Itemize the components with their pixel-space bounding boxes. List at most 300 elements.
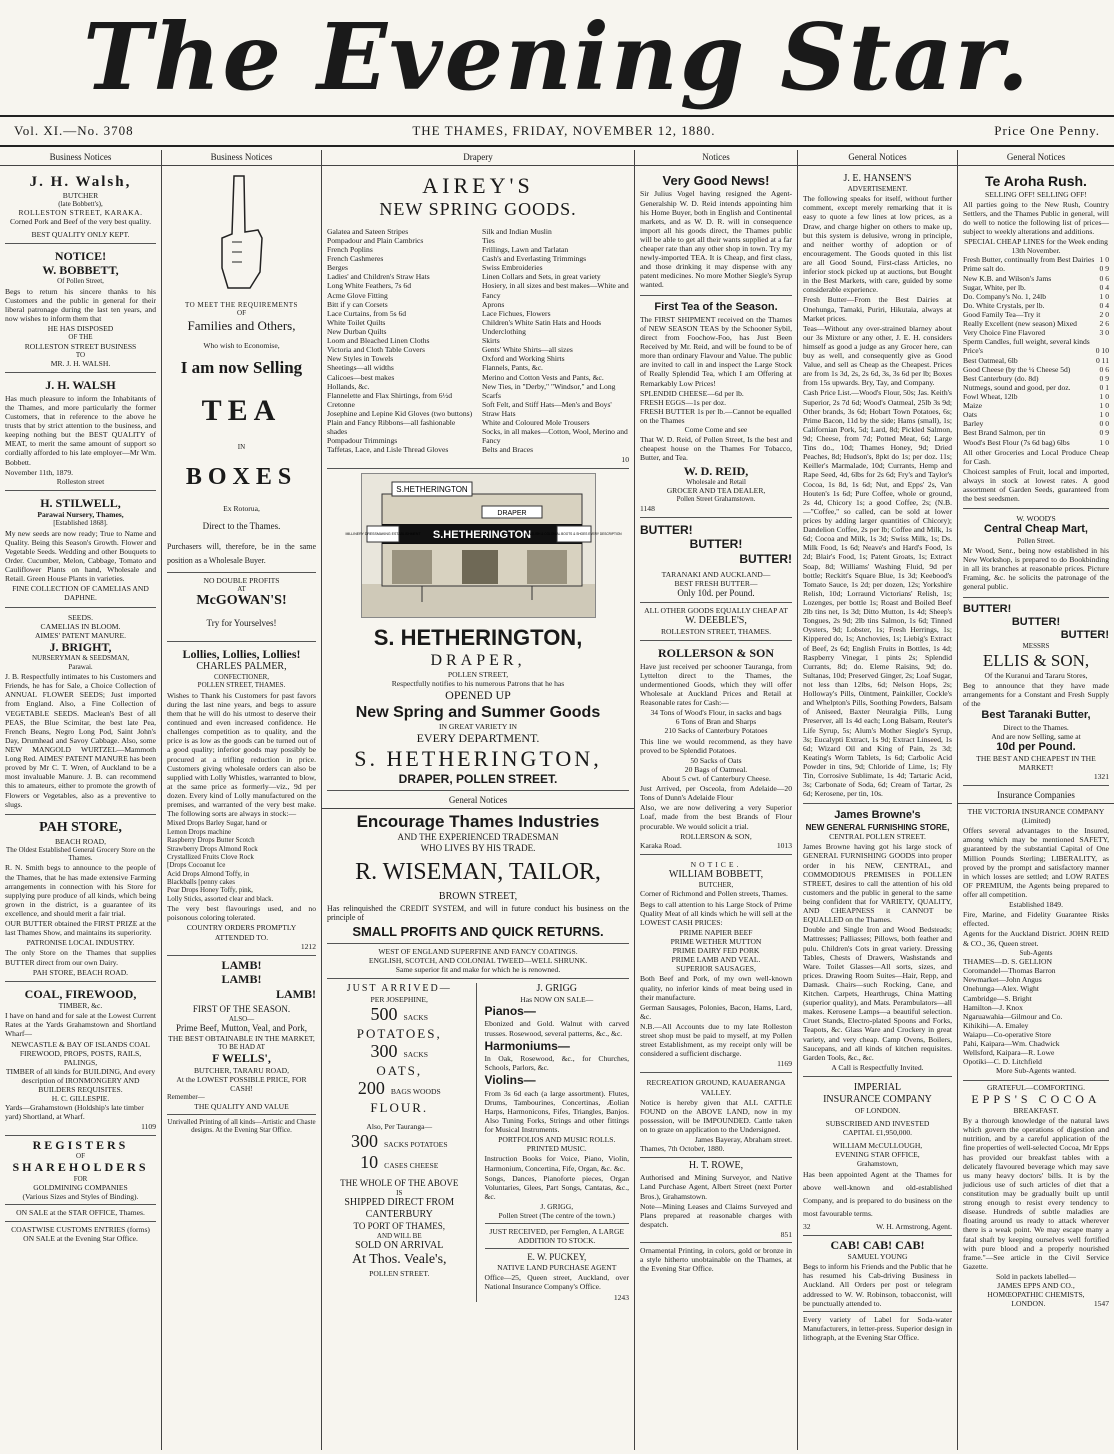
list-item: Ties <box>482 235 495 245</box>
advert-line: Pollen Street (The centre of the town.) <box>498 1211 616 1221</box>
advert-body: Fire, Marine, and Fidelity Guarantee Risks effected. <box>963 910 1109 929</box>
advert-line: Pollen Street Grahamstown. <box>676 495 756 504</box>
price-value: 1 0 <box>1099 401 1109 411</box>
price-item: Sperm Candles, full weight, several kinds <box>963 337 1090 347</box>
airey-advert <box>327 170 629 469</box>
advert-line: LONDON. <box>1011 1299 1046 1309</box>
price-row <box>963 365 1109 374</box>
price-row <box>963 310 1109 319</box>
advert-title: Central Cheap Mart, <box>984 523 1088 536</box>
list-item: Berges <box>327 263 348 273</box>
advert-line: PORTFOLIOS AND MUSIC ROLLS. PRINTED MUSIC. <box>498 1135 616 1154</box>
advert-body: J. B. Respectfully intimates to his Customers and Friends, he has for Sale, a Choice Collection of ANNUAL FLOWER SEEDS; Just imported from England. Also, a Fine Collection of VEGETABLE SEEDS. Maclean's Best of all PEAS, the Blue Scimitar, the best late Pea, French Beans, Negro Long Pod, Saint John's Day, Drumhead and Savoy Cabbage. Also, some NEW MANGOLD WURTZEL—Mammoth Long Red. AIMES' PATENT MANURE has been proved by Mr C. T. Wren, of Auckland to be a most invaluable Manure. J. B. can recommend this to amateurs, either to promote the growth of Flowers or Vegetables, also as a preventive to slugs. <box>5 672 156 809</box>
list-item: Belts and Braces <box>482 445 534 455</box>
list-item: Lace Curtains, from 5s 6d <box>327 308 407 318</box>
price-item: Best Canterbury (do. 8d) <box>963 373 1039 383</box>
advert-line: Unrivalled Printing of all kinds—Artistic and Chaste designs. At the Evening Star Office. <box>167 1117 316 1135</box>
price-value: 0 6 <box>1099 273 1109 283</box>
advert-body: Songs, Dances, Pianoforte pieces, Organ Voluntaries, Glees, Part Songs, Cantatas, &c., &c. <box>484 1173 629 1201</box>
advert-line: Pollen Street. <box>1017 536 1055 545</box>
list-item: French Poplins <box>327 245 373 254</box>
advert-title: Very Good News! <box>662 172 770 188</box>
advert-title: NOTICE. <box>690 859 742 869</box>
advert-line: And are now Selling, same at <box>991 731 1081 741</box>
price-row <box>963 392 1109 401</box>
price-item: Price's <box>963 346 983 356</box>
price-row <box>963 383 1109 392</box>
price-item: Very Choice Fine Flavored <box>963 328 1046 338</box>
hetherington-advert <box>327 622 629 792</box>
advert-line: THE BEST OBTAINABLE IN THE MARKET, <box>168 1033 315 1043</box>
advert-line: TEA <box>201 393 282 427</box>
price-value: 2 6 <box>1099 319 1109 329</box>
price-value: 0 4 <box>1099 282 1109 292</box>
list-item: Josephine and Lepine Kid Gloves (two buttons) <box>327 408 473 418</box>
advert-line: 34 Tons of Wood's Flour, in sacks and bags <box>650 708 782 718</box>
advert-body: In Oak, Rosewood, &c., for Churches, Schools, Parlors, &c. <box>484 1054 629 1073</box>
advert-body: All parties going to the New Rush, Country Settlers, and the Thames Public in general, will do well to notice the following list of prices—subject to weekly alterations and additions. <box>963 199 1109 237</box>
price-list <box>963 255 1109 446</box>
quantity: 300 <box>350 1130 378 1151</box>
recreation-ground-notice <box>640 1075 792 1158</box>
advert-body: Ornamental Printing, in colors, gold or bronze in a style hitherto unobtainable on the Thames, at the Evening Star Office. <box>640 1246 792 1274</box>
advert-line: BREAKFAST. <box>1013 1106 1059 1115</box>
advert-line: Try for Yourselves! <box>206 617 277 628</box>
column-heading: Insurance Companies <box>958 788 1114 804</box>
advert-line: POTATOES, <box>356 1025 442 1041</box>
list-item: Ladies' and Children's Straw Hats <box>327 272 430 282</box>
advert-line: TIMBER, &c. <box>58 1001 103 1011</box>
list-item: Long White Feathers, 7s 6d <box>327 281 412 291</box>
list-item: Children's White Satin Hats and Hoods <box>482 317 602 327</box>
advert-line: BEST QUALITY ONLY KEPT. <box>31 229 130 239</box>
advert-title: ROLLERSON & SON <box>657 646 775 661</box>
advert-line: NURSERYMAN & SEEDSMAN, <box>31 654 130 663</box>
advert-name: W. D. REID, <box>683 463 749 478</box>
advert-line: Only 10d. per Pound. <box>677 588 755 599</box>
price-row <box>963 283 1109 292</box>
list-item: Aprons <box>482 299 505 309</box>
advert-line: J. GRIGG, <box>540 1202 574 1211</box>
advert-body: By a thorough knowledge of the natural laws which govern the operations of digestion and nutrition, and by a careful application of the fine properties of well-selected Cocoa, Mr Epps has provided our breakfast tables with a delicately flavoured beverage which may save us many heavy doctors' bills. It is by the judicious use of such articles of diet that a constitution may be gradually built up until strong enough to resist every tendency to disease. Hundreds of subtle maladies are floating around us ready to attack wherever there is a weak point. We may escape many a fatal shaft by keeping ourselves well fortified with pure blood and a properly nourished frame."—See article in the Civil Service Gazette. <box>963 1116 1109 1271</box>
advert-line: W. H. Armstrong, Agent. <box>876 1221 952 1231</box>
advert-name: H. T. ROWE, <box>688 1160 744 1172</box>
advert-line: Direct to the Thames. <box>202 520 281 531</box>
price-item: Do. Company's No. 1, 24lb <box>963 291 1047 301</box>
advert-line: Karaka Road. <box>640 840 682 850</box>
list-item: Straw Hats <box>482 408 516 418</box>
advert-number: 1212 <box>300 941 316 951</box>
advert-line: GOLDMINING COMPANIES <box>33 1183 128 1193</box>
price-value: 1 0 <box>1099 255 1109 265</box>
price-value: 0 0 <box>1099 419 1109 429</box>
advert-title: COAL, FIREWOOD, <box>24 986 137 1001</box>
advert-line: REGISTERS <box>32 1137 129 1152</box>
advert-heading: Violins— <box>484 1073 536 1088</box>
advert-body: R. N. Smith begs to announce to the people of the Thames, that he has made extensive Farming arrangements in connection with his Store for supplying pure produce of all kinds, which being grown in the district, is a guarantee of its excellence, and should merit a fair trial. <box>5 863 156 918</box>
list-item: Wellsford, Kaipara—R. Lowe <box>963 1048 1055 1058</box>
list-item: Loom and Bleached Linen Cloths <box>327 336 430 346</box>
advert-line: POLLEN STREET. <box>369 1269 430 1279</box>
advert-line: TO MEET THE REQUIREMENTS <box>185 300 298 309</box>
advert-line: ALSO— <box>228 1014 255 1023</box>
advert-body: Has much pleasure to inform the Inhabitants of the Thames, and more particularly the former Customers, that in reference to the above he trusts that by strict attention to the business, and keeping nothing but the BEST QUALITY of MEAT, to merit the same amount of support so cordially afforded to his late employer—Mr Wm. Bobbett. <box>5 393 156 467</box>
sub-agents-list <box>963 957 1109 1066</box>
advert-line: PATRONISE LOCAL INDUSTRY. <box>26 938 135 948</box>
advert-line: ROLLESTON STREET, KARAKA. <box>18 208 143 218</box>
advert-line: COUNTRY ORDERS PROMPTLY ATTENDED TO. <box>186 923 297 942</box>
advert-title: NEW SPRING GOODS. <box>379 199 577 220</box>
unit: CASES CHEESE <box>384 1161 439 1171</box>
advert-body: Fresh Butter—From the Best Dairies at Onehunga, Tamaki, Puriri, Hikutaia, always at Market prices. <box>803 295 952 323</box>
list-item: Bitt if y can Corsets <box>327 299 388 309</box>
advert-title: CAB! CAB! CAB! <box>830 1237 925 1252</box>
advert-heading: Harmoniums— <box>484 1038 570 1053</box>
advert-line: Wholesale and Retail <box>686 477 746 486</box>
advert-line: Corned Pork and Beef of the very best quality. <box>9 217 151 227</box>
advert-title: NOTICE! <box>54 248 107 263</box>
advert-body: I have on hand and for sale at the Lowest Current Rates at the Yards Grahamstown and Shortland Wharf— <box>5 1011 156 1039</box>
airey-goods-list <box>327 227 629 455</box>
advert-title: J. H. Walsh, <box>29 173 132 190</box>
list-item: Gents' White Shirts—all sizes <box>482 345 573 355</box>
advert-line: CAMELIAS IN BLOOM. <box>40 621 121 631</box>
dateline <box>0 115 1114 147</box>
advert-line: OPENED UP <box>445 688 511 703</box>
unit: SACKS <box>403 1050 428 1060</box>
rollerson-advert <box>640 643 792 855</box>
advert-line: FLOUR. <box>370 1100 429 1116</box>
veale-produce-advert <box>327 983 477 1302</box>
advert-line: Who wish to Economise, <box>203 341 280 351</box>
price-row <box>963 255 1109 264</box>
price-item: Barley <box>963 419 984 429</box>
advert-line: PAH STORE, BEACH ROAD. <box>32 967 129 977</box>
advert-line: LAMB! <box>221 957 262 972</box>
advert-line: FIRST OF THE SEASON. <box>192 1003 291 1014</box>
advert-line: PRIME NAPIER BEEF <box>679 927 753 937</box>
advert-body: Ebonized and Gold. Walnut with carved trusses. Rosewood, several patterns, &c., &c. <box>484 1019 629 1038</box>
advert-line: (Various Sizes and Styles of Binding). <box>22 1192 139 1202</box>
list-item: Cambridge—S. Bright <box>963 993 1032 1003</box>
advert-body: N.B.—All Accounts due to my late Rolleston street shop must be paid to myself, at my Pollen street Establishment, as my receipt only will be considered a sufficient discharge. <box>640 1021 792 1059</box>
browne-furnishing-advert <box>803 806 952 1077</box>
list-item: Flannels, Pants, &c. <box>482 363 543 373</box>
advert-line: S. HETHERINGTON, <box>354 745 602 771</box>
advert-line: ENGLISH, SCOTCH, AND COLONIAL TWEED—WELL SHRUNK. <box>368 955 588 965</box>
advert-body: Choicest samples of Fruit, local and imported, always in stock at lowest rates. A good assortment of Garden Seeds, guaranteed from the best seedsmen. <box>963 466 1109 504</box>
advert-line: (late Bobbett's), <box>58 199 103 208</box>
walsh-notice <box>5 375 156 490</box>
list-item: Lace Fichues, Flowers <box>482 308 551 318</box>
list-item: White and Coloured Mole Trousers <box>482 418 590 428</box>
advert-body: The following speaks for itself, without further comment, except merely remarking that it is easy to quote a few lines at low prices, as a Draw, and charge higher on others to make up, but this system is delusive, wrong in principle, and neither worthy of adoption or of encouragement. The Goods quoted in this list are all Good Sound, First-class Articles, no inferior stock picked up at auctions, but Bought in the Best Markets, with care, guided by some considerable experience. <box>803 194 952 295</box>
advert-body: Also, we are now delivering a very Superior Loaf, made from the best Brands of Flour procurable. We would solicit a trial. <box>640 803 792 831</box>
william-bobbett-advert <box>640 857 792 1074</box>
grigg-music-advert <box>485 983 630 1302</box>
advert-line: MR. J. H. WALSH. <box>50 359 111 369</box>
advert-line: SHAREHOLDERS <box>12 1160 149 1175</box>
advert-line: NATIVE LAND PURCHASE AGENT <box>497 1263 617 1273</box>
advert-line: Families and Others, <box>187 317 296 333</box>
advert-number: 1169 <box>777 1059 792 1069</box>
shop-sign-top: S.HETHERINGTON <box>395 484 468 494</box>
price-value: 2 0 <box>1099 310 1109 320</box>
list-item: Galatea and Sateen Stripes <box>327 226 409 236</box>
advert-line: James Bayeray, Abraham street. <box>694 1135 792 1145</box>
advert-line: OATS, <box>376 1062 423 1078</box>
advert-line: A Call is Respectfully Invited. <box>831 1062 924 1072</box>
price-value: 3 0 <box>1099 328 1109 338</box>
advert-line: The Oldest Established General Grocery Store on the Thames. <box>5 845 156 863</box>
advert-body: Offers several advantages to the Insured, among which may be mentioned SAFETY, guaranteed by the substantial Capital of One Million Pounds Sterling; LIBERALITY, as proved by the prompt and satisfactory manner in which losses are settled; and LOW RATES OF PREMIUM, the Agents being prepared to offer all competition. <box>963 826 1109 900</box>
advert-line: PRIME WETHER MUTTON <box>670 936 762 946</box>
advert-title: THE VICTORIA INSURANCE COMPANY (Limited) <box>967 807 1105 826</box>
advert-line: EVERY DEPARTMENT. <box>416 731 540 746</box>
list-item: Coromandel—Thomas Barron <box>963 966 1056 976</box>
list-item: Oxford and Working Shirts <box>482 354 565 364</box>
list-item: White Toilet Quilts <box>327 317 386 327</box>
price-item: Best Brand Salmon, per tin <box>963 428 1046 438</box>
column-4 <box>635 150 798 1450</box>
advert-line: At the LOWEST POSSIBLE PRICE, FOR CASH! <box>176 1074 307 1094</box>
advert-line: FIREWOOD, PROPS, POSTS, RAILS, PALINGS, <box>19 1048 142 1067</box>
advert-title: AIREY'S <box>422 172 534 198</box>
list-item: Acme Glove Fitting <box>327 290 388 300</box>
advert-name: E. W. PUCKEY, <box>527 1252 587 1263</box>
advert-title: Lollies, Lollies, Lollies! <box>182 646 301 661</box>
price-row <box>963 301 1109 310</box>
price-value: 0 9 <box>1099 264 1109 274</box>
walsh-advert <box>5 170 156 244</box>
advert-line: AND WILL BE <box>376 1231 422 1240</box>
advert-line: SPECIAL CHEAP LINES for the Week ending 13th November. <box>964 237 1108 256</box>
advert-number: 1148 <box>640 503 655 513</box>
advert-line: F WELLS', <box>212 1051 271 1066</box>
wiseman-tailor-advert <box>327 809 629 979</box>
advert-line: CAPITAL £1,950,000. <box>842 1128 913 1138</box>
advert-line: IN GREAT VARIETY IN <box>439 722 517 731</box>
advert-line: TO <box>75 350 86 359</box>
advert-line: 210 Sacks of Canterbury Potatoes <box>664 726 768 736</box>
advert-line: TIMBER of all kinds for BUILDING, And every description of IRONMONGERY AND BUILDERS REQUISITES. <box>5 1066 156 1095</box>
list-item: Pompadour Trimmings <box>327 436 398 446</box>
list-item: Crystallized Fruits Clove Rock <box>167 852 254 861</box>
advert-line: FRESH EGGS—1s per doz. <box>640 397 727 407</box>
advert-name: W. BOBBETT, <box>42 263 119 278</box>
list-item: Hamilton—J. Knox <box>963 1002 1023 1012</box>
advert-line: BUTCHER, <box>698 881 734 890</box>
advert-line: OF <box>76 1152 85 1161</box>
advert-line: PRIME DAIRY FED PORK <box>672 946 760 956</box>
advert-line: ROLLESTON STREET BUSINESS <box>24 341 137 351</box>
list-item: Hosiery, in all sizes and best makes—White and Fancy <box>482 281 629 300</box>
advert-line: BUTTER! <box>689 537 743 552</box>
price-item: Fowl Wheat, 12lb <box>963 392 1018 401</box>
list-item: Skirts <box>482 336 500 346</box>
advert-number: 851 <box>780 1230 792 1240</box>
price-value: 1 0 <box>1099 437 1109 447</box>
list-item: [Drops Cocoanut Ice <box>167 861 226 870</box>
list-item: Ngaruawahia—Gilmour and Co. <box>963 1011 1063 1021</box>
advert-line: 10d per Pound. <box>996 740 1076 753</box>
advert-body: Begs to inform his Friends and the Public that he has resumed his Cab-driving Business in Auckland. All Orders per post or telegram addressed to W. W. Robinson, tobacconist, will be punctually attended to. <box>803 1262 952 1308</box>
coal-advert <box>5 984 156 1136</box>
advert-line: Rolleston street <box>56 476 105 486</box>
unit: BAGS WOODS <box>390 1087 441 1097</box>
advert-name: SAMUEL YOUNG <box>847 1252 908 1262</box>
advert-line: Grahamstown, <box>856 1159 899 1168</box>
advert-body: Note—Mining Leases and Claims Surveyed and Plans prepared at reasonable charges with despatch. <box>640 1201 792 1229</box>
advert-line: BUTTER! <box>640 522 693 537</box>
column-heading: Notices <box>635 150 797 166</box>
quantity: 200 <box>357 1078 385 1099</box>
advert-line: BUTCHER, TARARU ROAD, <box>193 1065 290 1075</box>
advert-line: WEST OF ENGLAND SUPERFINE AND FANCY COATINGS. <box>378 946 578 956</box>
price-row <box>963 356 1109 365</box>
page-columns <box>0 150 1114 1450</box>
victoria-insurance-advert <box>963 804 1109 1080</box>
price-item: Prime salt do. <box>963 264 1005 274</box>
column-heading: Business Notices <box>162 150 321 166</box>
price-item: Fresh Butter, continually from Best Dairies <box>963 255 1095 265</box>
hetherington-shop-illustration <box>344 473 622 618</box>
advert-line: PER JOSEPHINE, <box>370 994 428 1004</box>
advert-name: ELLIS & SON, <box>982 650 1090 670</box>
mcgowan-tea-advert <box>167 298 316 642</box>
advert-line: OF <box>237 309 246 318</box>
issue-date: THE THAMES, FRIDAY, NOVEMBER 12, 1880. <box>412 123 716 138</box>
advert-date: November 11th, 1879. <box>5 467 74 477</box>
advert-line: CANTERBURY <box>365 1209 433 1221</box>
price-item: Good Cheese (by the ¼ Cheese 5d) <box>963 364 1071 374</box>
bottom-adverts <box>327 983 629 1302</box>
advert-line: McGOWAN'S! <box>196 593 287 609</box>
advert-line: DRAPER, POLLEN STREET. <box>398 771 558 786</box>
advert-line: ADVERTISEMENT. <box>847 184 908 193</box>
advert-body: Have just received per schooner Tauranga, from Lyttelton direct to the Thames, the undermentioned Goods, which they will offer Wholesale at Auckland Prices and Retail at Reasonable rates for Cash:— <box>640 661 792 708</box>
advert-name: J. H. WALSH <box>45 378 116 393</box>
advert-date: Thames, 7th October, 1880. <box>640 1144 725 1154</box>
list-item: New Ties, in "Derby," "Windsor," and Long Scarfs <box>482 381 616 400</box>
column-heading: General Notices <box>322 793 634 809</box>
quantity: 500 <box>370 1004 398 1025</box>
price-value: 1 0 <box>1099 291 1109 301</box>
advert-line: IS <box>396 1188 403 1197</box>
shop-sign-main: S.HETHERINGTON <box>432 528 531 541</box>
price-row <box>963 292 1109 301</box>
advert-body: Teas—Without any over-strained blarney about our 3s Mixture or any other, J. E. H. considers himself as good a judge as any Grocer here, can buy as well, and consequently give as Good Value, and sell as Cheap as the Cheapest. Prices are from 1s 3d, 2s, 2s 6d, 3s, 3s 6d per lb; Boxes from 15s upwards. Bry, Tay, and Company. <box>803 323 952 388</box>
column-3 <box>322 150 635 1450</box>
price-row <box>963 401 1109 410</box>
advert-line: NEW GENERAL FURNISHING STORE, <box>805 822 950 832</box>
stilwell-advert <box>5 493 156 608</box>
shop-sign-millinery: MILLINERY DRESSMAKING ESTABLISHMENT <box>344 531 421 536</box>
advert-line: Prime Beef, Mutton, Veal, and Pork, <box>175 1023 308 1034</box>
advert-body: Wishes to Thank his Customers for past favors during the last nine years, and begs to assure them that he will do his utmost to deserve their continued and even increased confidence. He challenges competition as to quality, and the price is as low as the goods can be turned out of a good quality; inferior goods may possibly be procured at a trifling reduction in price. Customers giving wholesale orders can also be supplied with Lolly Whistles, warranted to blow, at the same price as formerly—viz., 9d per dozen. Every kind of Lolly manufactured on the premises, and warranted of the very best make. The following sorts are always in stock:— <box>167 690 316 819</box>
advert-line: TARANAKI AND AUCKLAND— <box>661 570 771 580</box>
advert-number: 10 <box>621 454 629 464</box>
registers-advert <box>5 1138 156 1243</box>
advert-line: About 5 cwt. of Canterbury Cheese. <box>661 774 771 784</box>
advert-body: Begs to return his sincere thanks to his Customers and the public in general for their liberal patronage during the last ten years, and now wishes to inform them that <box>5 286 156 324</box>
price-row <box>963 319 1109 328</box>
advert-body: Instruction Books for Voice, Piano, Violin, Harmonium, Concertina, Fife, Organ, &c. &c. <box>484 1154 629 1173</box>
list-item: Socks, in all makes—Cotton, Wool, Merino and Fancy <box>482 427 628 446</box>
advert-line: SOLD ON ARRIVAL <box>355 1240 444 1252</box>
advert-line: Direct to the Thames. <box>1003 722 1069 732</box>
advert-title: Encourage Thames Industries <box>356 812 600 832</box>
epps-cocoa-advert <box>963 1083 1109 1309</box>
price-value: 1 0 <box>1099 410 1109 420</box>
advert-body: Has relinquished the CREDIT SYSTEM, and will in future conduct his business on the principle of <box>327 903 629 923</box>
advert-line: HOMŒOPATHIC CHEMISTS, <box>987 1290 1085 1300</box>
advert-line: Has NOW ON SALE— <box>520 994 594 1004</box>
advert-line: 20 Bags of Oatmeal. <box>684 764 748 774</box>
wells-butcher-advert <box>167 958 316 1135</box>
advert-line: Also, Per Tauranga— <box>366 1121 433 1131</box>
palmer-confectioner-advert <box>167 644 316 956</box>
advert-body: Every variety of Label for Soda-water Manufacturers, in letter-press. Superior design in lithograph, at the Evening Star Office. <box>803 1314 952 1342</box>
advert-line: ALL OTHER GOODS EQUALLY CHEAP AT <box>644 606 788 616</box>
te-aroha-rush-advert <box>963 170 1109 510</box>
price-item: Wood's Best Flour (7s 6d bag) 6lbs <box>963 437 1070 447</box>
advert-line: DRAPER, <box>430 652 526 670</box>
column-5 <box>798 150 958 1450</box>
advert-line: ON SALE at the STAR OFFICE, Thames. <box>16 1208 145 1218</box>
list-item: Calicoes—best makes <box>327 372 395 382</box>
list-item: Onehunga—Alex. Wight <box>963 984 1039 994</box>
advert-line: PRIME LAMB AND VEAL. <box>671 955 761 965</box>
advert-line: BOXES <box>185 464 298 491</box>
advert-name: JAMES EPPS AND CO., <box>997 1281 1075 1291</box>
advert-line: FOR <box>73 1174 88 1183</box>
advert-line: COASTWISE CUSTOMS ENTRIES (forms) ON SALE at the Evening Star Office. <box>11 1224 150 1243</box>
advert-line: Best Taranaki Butter, <box>981 709 1091 722</box>
price: Price One Penny. <box>994 123 1100 138</box>
advert-name: H. C. GILLESPIE. <box>51 1094 110 1104</box>
advert-line: SPLENDID CHEESE—6d per lb. <box>640 388 744 398</box>
advert-line: CENTRAL POLLEN STREET. <box>829 832 926 842</box>
advert-line: WILLIAM McCULLOUGH, <box>832 1141 923 1151</box>
list-item: Silk and Indian Muslin <box>482 226 552 236</box>
advert-body: Cash Price List.—Wood's Flour, 50s; Jas. Keith's Superior, 2s 7d 6d; Wood's Oatmeal, 25lb 3s 9d; Other brands, 3s 6d; Hobart Town Potatoes, 6s; Prime Bacon, 11d by the side; Hams (small), 1s; Californian Pork, 5d; Lard, 8d; Pickled Salmon, 9d; Cheese, from 7d; Potted Meat, 6d; Large Tins do., 10d; Thames Honey, 9d; Dried Peaches, 8d; Hudson's, 8pkt do 1s; per doz. 11s; Keiller's Marmalade, 10d; Currants, Hemp and Rape Seed, 4d, 6lbs for 2s 6d; Fry's and Taylor's Cocoa, 1s 8d, 1s 6d; Nut, and Epps' 2s, Van Houten's 1s 6d; Pure Coffee, whole or ground, 2s 4d, Chicory 1s; a good Coffee, 2s; (N.B.—"Coffee," so called, can be sold at lower prices by adding larger quantities of Chicory); Dandelion Coffee, 2s per lb; Coffee and Milk, 1s 6d; Cocoa and Milk, 1s 3d; Swiss Milk, 1s; Ds. Milk Food, 1s 6d; Neave's and Hard's Food, 1s 2d; Blair's Food, 1s; Patent Groats, 1s; Extract Soap, 8d; Williams' Washing Fluid, 9d per bottle; Reckitt's Square Blue, 1s 3d; Keebood's Tomato Sauce, 1s 2d; per dozen, 12s; Yorkshire Relish, 10d; Lorraund Victorians' Relish, 1s; Lozenges, per bottle 1s; Roast and Boiled Beef 2lb tins net, 1s 3d; Ditto Mutton, 1s 4d; Sheep's Tongues, 2s 9d; 2lb tins Salmon, 1s 6d; Tinned Oysters, 9d; Lobster, 1s; Fresh Herrings, 1s; Kippered do, 1s; Anchovies, 1s; Liebig's Extract of Beef, 2s 6d; English Fruits in Bottles, 1s 4d; Raspberry Vinegar, 1 pints 2s; Splendid Currants, 8d; do. Eleme Raisins, 9d; do. Sultanas, 10d; Preserved Ginger, 2s; Loaf Sugar, not less than 12lbs, 6d; Nelson Hops, 2s; Holloway's Pills, Ointment, Painkiller, Cockle's and Whelpton's Pills, Soothing Powders, Balsam of Aniseed, Baxter Neuralgia Pills, Lung Preserver, all 1s 4d each; Long Balsam, Reuter's Life Syrup, 5s; Alum's Mother Siegle's Syrup, 3s; Eucalypti Extract, 1s 9d; Extract Linseed, 1s 6d; Wizard Oil and King of Pain, 2s 3d; Keating's Worm Tablets, 1s 6d; Carbolic Acid Powder in tins, 9d; Chloride of Lime, 1s; Fly Tin, Corrosive Sublimate, 1s 4d; Tartaric Acid, 3s; Carbonate of Soda, 6d; Cream of Tartar, 2s 6d; Kerosene, per tin, 10s. <box>803 388 952 799</box>
advert-line: Remember— <box>167 1093 205 1102</box>
goods-left <box>327 227 474 455</box>
advert-name: J. GRIGG <box>536 982 578 994</box>
price-value: 1 0 <box>1099 392 1109 401</box>
price-item: Sugar, White, per lb. <box>963 282 1026 292</box>
advert-line: ROLLESTON STREET, THAMES. <box>660 627 772 637</box>
price-value: 0 10 <box>1095 346 1109 356</box>
advert-line: NEWCASTLE & BAY OF ISLANDS COAL <box>11 1039 150 1049</box>
advert-line: More Sub-Agents wanted. <box>996 1066 1076 1076</box>
advert-title: Te Aroha Rush. <box>985 172 1087 189</box>
column-heading: General Notices <box>798 150 957 166</box>
advert-line: BUTTER! <box>963 602 1012 615</box>
list-item: Merino and Cotton Vests and Pants, &c. <box>482 372 604 382</box>
advert-body: Authorised and Mining Surveyor, and Native Land Purchase Agent, Albert Street (next Porter Bros.), Grahamstown. <box>640 1173 792 1201</box>
list-item: Soft Felt, and Stiff Hats—Men's and Boys' <box>482 399 612 409</box>
list-item: Pompadour and Plain Cambrics <box>327 235 424 245</box>
bright-advert <box>5 610 156 815</box>
advert-line: BROWN STREET, <box>438 890 518 902</box>
advert-line: Of Pollen Street, <box>57 277 104 286</box>
list-item: Kihikihi—A. Emaley <box>963 1020 1029 1030</box>
price-item: Good Family Tea—Try it <box>963 310 1041 320</box>
advert-line: SUPERIOR SAUSAGES, <box>676 964 756 974</box>
advert-body: James Browne having got his large stock of GENERAL FURNISHING GOODS into proper order in his NEW, CENTRAL, and COMMODIOUS PREMISES in POLLEN STREET, desires to call the attention of his old customers and the public in general to the same being confident that for VARIETY, QUALITY, AND CHEAPNESS it CANNOT be EQUALLED on the Thames. <box>803 842 952 925</box>
